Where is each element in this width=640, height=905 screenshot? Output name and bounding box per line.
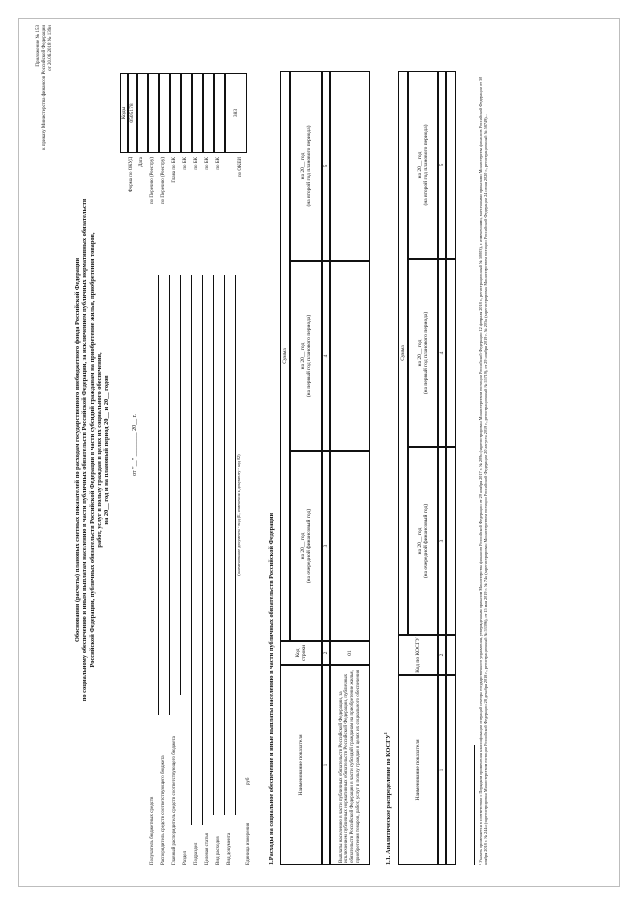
bk-code-cell-1 (181, 73, 192, 153)
s11-year1-label: на 20__ год (416, 527, 423, 555)
form-code-cell: 0505178 (128, 73, 137, 153)
s11-num-4: 4 (438, 259, 446, 447)
s11-num-5: 5 (438, 71, 446, 259)
footnote-text: ¹ Указать применяется в соответствии с Порядком применения классификации операций сектора государственного управления, утвержденным приказом Министерства финансов Российской Федерации от 29 ноября 2017 г. № 209н (зарегистрирован Министерством юстиции Российской Федерации 12 февраля 2018 г., регистрационный № 50003), с изменениями, внесенными приказами Министерства финансов Российской Федерации от 30 ноября 2018 г. № 244н (зарегистрирован Министерством юстиции Российской Федерации 28 декабря 2018 г., регистрационный № 53396), от 15 мая 2019 г. № 74н (зарегистрирован Министерством юстиции Российской Федерации 20 августа 2019 г., регистрационный № 55719), от 29 ноября 2019 г. № 203н (зарегистрирован Министерством юстиции Российской Федерации 24 июня 2020 г., регистрационный № 58749)... (478, 76, 489, 865)
s1-row-name: Выплаты населению в части публичных обязательств Российской Федерации, за исключением публичных нормативных обязательств Российской Федерации, публичных обязательств Российской Федерации в части субсидий гражданам на приобретение жилья, приобретения товаров, работ, услуг в пользу граждан в целях их социального обеспечения (330, 665, 370, 865)
date-line: от "__" ________ 20__ г. (132, 414, 138, 476)
label-bk-2: по БК (194, 157, 199, 170)
label-okud: Форма по ОКУД (129, 157, 134, 193)
bk-code-cell-2 (192, 73, 203, 153)
s11-year3-header (408, 71, 438, 259)
label-bk-4: по БК (216, 157, 221, 170)
title-line-3: Российской Федерации, публичных обязательств Российской Федерации в части субсидий гражданам на приобретение жилья, приобретения товаров, (88, 232, 96, 668)
s11-sum-header: Сумма (398, 71, 408, 635)
unit-value: руб (246, 777, 251, 785)
appendix-line-3: от 20.06.2018 № 139н (47, 25, 53, 71)
label-okei: по ОКЕИ (238, 157, 243, 178)
s1-sum-header: Сумма (280, 71, 290, 641)
s1-num-3: 3 (322, 451, 330, 641)
s11-year2-label: на 20__ год (416, 339, 423, 367)
s1-col-code: Код строки (280, 641, 322, 665)
s1-year1-sub: (на очередной финансовый год) (306, 508, 312, 584)
s1-num-5: 5 (322, 71, 330, 261)
title-line-2: по социальному обеспечению и иным выплатам населению в части публичных обязательств Российской Федерации, за исключением публичных нормативных обязательств (81, 198, 89, 702)
s11-year1-header (408, 447, 438, 635)
s1-year2-label: на 20__ год (299, 342, 306, 370)
s1-num-1: 1 (322, 665, 330, 865)
chief-manager-line (180, 275, 181, 695)
s11-num-1: 1 (438, 675, 446, 865)
label-document-type: Вид документа (227, 832, 232, 865)
s11-year1-sub: (на очередной финансовый год) (423, 503, 429, 579)
s1-year3-label: на 20__ год (299, 152, 306, 180)
s11-col-code: Код по КОСГУ (398, 635, 438, 675)
s11-col-name: Наименование показателя (398, 675, 438, 865)
section11-footnote-mark: 1 (383, 732, 388, 735)
codes-header: Коды (120, 73, 128, 153)
label-unit: Единица измерения (246, 822, 251, 865)
section-line (191, 275, 192, 825)
s11-year3-label: на 20__ год (416, 151, 423, 179)
recipient-line (158, 275, 159, 715)
s1-row-year1[interactable] (330, 451, 370, 641)
s11-row-name[interactable] (446, 675, 456, 865)
label-date: Дата (139, 157, 144, 167)
s11-num-2: 2 (438, 635, 446, 675)
label-chief-manager: Главный распорядитель средств соответствующего бюджета (172, 736, 177, 865)
s1-num-2: 2 (322, 641, 330, 665)
s1-row-year2[interactable] (330, 261, 370, 451)
title-line-5: на 20__ год и на плановый период 20__ и 20__ годов (103, 375, 111, 525)
registry-code-cell-2 (159, 73, 170, 153)
label-chapter: Глава по БК (172, 157, 177, 183)
appendix-line-1: Приложение № 153 (36, 25, 41, 67)
title-line-1: Обоснования (расчеты) плановых сметных показателей по расходам государственного внебюджетного фонда Российской Федерации (74, 257, 81, 643)
date-code-cell (137, 73, 148, 153)
s1-year2-sub: (на первый год планового периода) (306, 314, 312, 398)
s1-num-4: 4 (322, 261, 330, 451)
manager-line (169, 275, 170, 715)
label-registry-2: по Перечню (Реестру) (161, 157, 166, 205)
s1-row-year3[interactable] (330, 71, 370, 261)
target-article-line (213, 275, 214, 815)
s1-col-name: Наименование показателя (280, 665, 322, 865)
s11-row-code[interactable] (446, 635, 456, 675)
okei-code-cell: 383 (225, 73, 247, 153)
appendix-block (36, 25, 53, 265)
section11-heading (384, 465, 392, 865)
label-section: Раздел (183, 850, 188, 865)
s1-year1-label: на 20__ год (299, 532, 306, 560)
bk-code-cell-3 (203, 73, 214, 153)
label-registry-1: по Перечню (Реестру) (150, 157, 155, 205)
s11-row-year2[interactable] (446, 259, 456, 447)
document-type-note: (наименование документа - вид (Б, изменения к документу - код 02) (236, 454, 241, 576)
title-line-4: работ, услуг в пользу граждан в целях их социального обеспечения, (96, 352, 104, 548)
chapter-code-cell (170, 73, 181, 153)
s1-year3-sub: (на второй год планового периода) (306, 125, 312, 207)
bk-code-cell-4 (214, 73, 225, 153)
label-target-article: Целевая статья (205, 833, 210, 865)
subsection-line (202, 275, 203, 825)
s11-year2-sub: (на первый год планового периода) (423, 311, 429, 395)
s1-row-code: 01 (330, 641, 370, 665)
s11-row-year1[interactable] (446, 447, 456, 635)
s1-year3-header (290, 71, 322, 261)
s1-year2-header (290, 261, 322, 451)
label-bk-1: по БК (183, 157, 188, 170)
label-subsection: Подраздел (194, 842, 199, 865)
s11-year2-header (408, 259, 438, 447)
registry-code-cell-1 (148, 73, 159, 153)
label-bk-3: по БК (205, 157, 210, 170)
expense-type-line (224, 275, 225, 815)
label-expense-type: Вид расходов (216, 836, 221, 865)
section11-heading-text: 1.1. Аналитическое распределение по КОСГУ (385, 734, 393, 865)
section1-heading: 1.Расходы на социальное обеспечение и иные выплаты населению в части публичных обязательств Российской Федерации (268, 512, 275, 865)
document-title (74, 105, 111, 795)
s11-row-year3[interactable] (446, 71, 456, 259)
s1-year1-header (290, 451, 322, 641)
s11-num-3: 3 (438, 447, 446, 635)
appendix-line-2: к приказу Министерства финансов Российской Федерации (41, 25, 47, 150)
label-recipient: Получатель бюджетных средств (150, 796, 155, 865)
s11-year3-sub: (на второй год планового периода) (423, 124, 429, 206)
label-manager: Распорядитель средств соответствующего бюджета (161, 755, 166, 865)
footnote-rule (474, 745, 475, 865)
